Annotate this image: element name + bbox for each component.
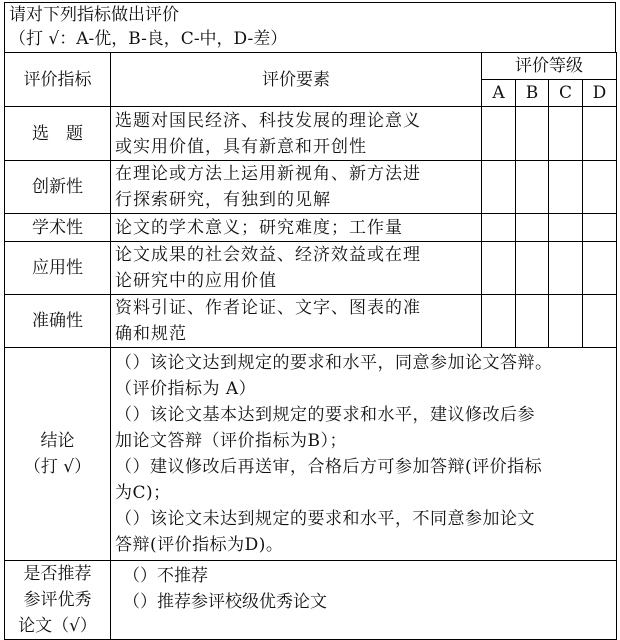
indicator-name: 选 题 <box>5 107 111 161</box>
requirement-line: 论研究中的应用价值 <box>115 271 277 291</box>
evaluation-table <box>4 52 617 640</box>
grade-a-cell[interactable] <box>482 214 516 242</box>
instruction-line-2: （打 √：A-优，B-良，C-中，D-差） <box>9 29 288 49</box>
header-elements: 评价要素 <box>111 53 482 107</box>
grade-d-cell[interactable] <box>583 214 617 242</box>
conclusion-options[interactable] <box>111 348 617 561</box>
instruction-line-1: 请对下列指标做出评价 <box>9 5 179 25</box>
grade-b-header: B <box>516 80 549 107</box>
header-indicator: 评价指标 <box>5 53 111 107</box>
grade-d-cell[interactable] <box>583 242 617 295</box>
conclusion-line: （）该论文未达到规定的要求和水平，不同意参加论文 <box>115 509 535 529</box>
requirement-line: 论文成果的社会效益、经济效益或在理 <box>115 245 421 265</box>
table-row <box>5 161 617 214</box>
conclusion-row <box>5 348 617 561</box>
requirement-line: 行探索研究，有独到的见解 <box>115 190 331 210</box>
recommend-label-line: 论文（√） <box>18 616 97 636</box>
grade-d-cell[interactable] <box>583 295 617 348</box>
conclusion-label <box>5 348 111 561</box>
conclusion-line: 为C)； <box>115 483 171 503</box>
grade-b-cell[interactable] <box>516 214 549 242</box>
requirement-line: 或实用价值，具有新意和开创性 <box>115 136 367 157</box>
indicator-requirement <box>111 214 482 242</box>
grade-c-cell[interactable] <box>549 242 583 295</box>
grade-c-header: C <box>549 80 583 107</box>
conclusion-line: （）该论文达到规定的要求和水平，同意参加论文答辩。 <box>115 353 553 373</box>
recommend-option-yes[interactable]: （）推荐参评校级优秀论文 <box>123 592 327 612</box>
recommend-row <box>5 561 617 640</box>
indicator-name: 创新性 <box>5 161 111 214</box>
requirement-line: 资料引证、作者论证、文字、图表的准 <box>115 298 421 318</box>
recommend-label <box>5 561 111 640</box>
conclusion-line: 加论文答辩（评价指标为B）； <box>115 431 347 451</box>
recommend-label-line: 是否推荐 <box>23 564 92 584</box>
grade-b-cell[interactable] <box>516 295 549 348</box>
grade-c-cell[interactable] <box>549 107 583 161</box>
instructions-header <box>4 2 616 52</box>
indicator-requirement <box>111 295 482 348</box>
grade-c-cell[interactable] <box>549 295 583 348</box>
grade-a-cell[interactable] <box>482 242 516 295</box>
grade-a-cell[interactable] <box>482 295 516 348</box>
indicator-name: 应用性 <box>5 242 111 295</box>
grade-d-header: D <box>583 80 617 107</box>
requirement-line: 选题对国民经济、科技发展的理论意义 <box>115 110 421 131</box>
grade-d-cell[interactable] <box>583 161 617 214</box>
conclusion-line: （评价指标为 A） <box>115 379 257 399</box>
grade-c-cell[interactable] <box>549 214 583 242</box>
grade-d-cell[interactable] <box>583 107 617 161</box>
requirement-line: 在理论或方法上运用新视角、新方法进 <box>115 164 421 184</box>
conclusion-line: 答辩(评价指标为D)。 <box>115 535 284 555</box>
indicator-requirement <box>111 242 482 295</box>
requirement-line: 论文的学术意义；研究难度；工作量 <box>115 217 403 238</box>
recommend-options <box>111 561 617 640</box>
table-row <box>5 242 617 295</box>
requirement-line: 确和规范 <box>115 324 187 344</box>
indicator-name: 学术性 <box>5 214 111 242</box>
table-row <box>5 107 617 161</box>
recommend-label-line: 参评优秀 <box>23 590 92 610</box>
grade-a-header: A <box>482 80 516 107</box>
indicator-requirement <box>111 107 482 161</box>
recommend-option-no[interactable]: （）不推荐 <box>123 566 208 586</box>
conclusion-label-line-2: （打 √） <box>23 457 92 477</box>
grade-b-cell[interactable] <box>516 161 549 214</box>
grade-b-cell[interactable] <box>516 107 549 161</box>
grade-a-cell[interactable] <box>482 161 516 214</box>
indicator-requirement <box>111 161 482 214</box>
grade-a-cell[interactable] <box>482 107 516 161</box>
grade-c-cell[interactable] <box>549 161 583 214</box>
conclusion-line: （）该论文基本达到规定的要求和水平，建议修改后参 <box>115 405 535 425</box>
table-row <box>5 295 617 348</box>
header-grade: 评价等级 <box>482 53 617 80</box>
conclusion-line: （）建议修改后再送审，合格后方可参加答辩(评价指标 <box>115 457 543 477</box>
conclusion-label-line-1: 结论 <box>40 431 75 451</box>
table-row <box>5 214 617 242</box>
indicator-name: 准确性 <box>5 295 111 348</box>
grade-b-cell[interactable] <box>516 242 549 295</box>
